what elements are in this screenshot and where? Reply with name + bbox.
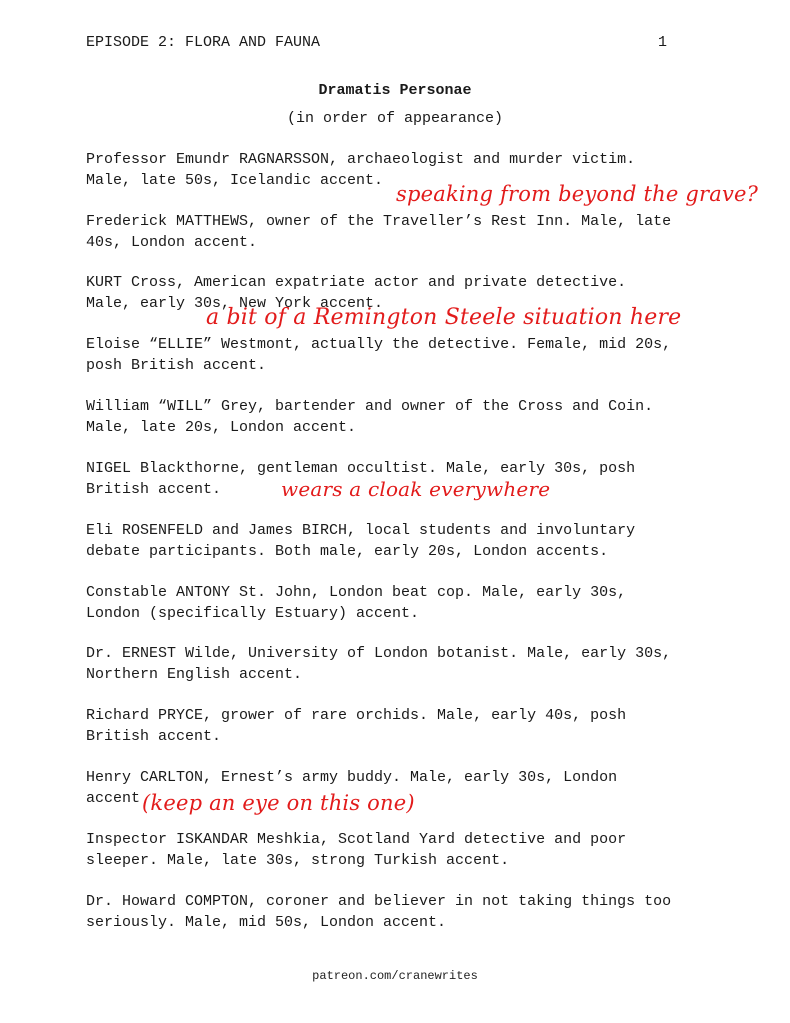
entry-line: Male, late 20s, London accent.	[86, 418, 357, 436]
entry-line: London (specifically Estuary) accent.	[86, 604, 420, 622]
entry-line: Eli ROSENFELD and James BIRCH, local students and involuntary	[86, 522, 636, 539]
entry-line: debate participants. Both male, early 20s, London accents.	[86, 542, 609, 560]
page-title: Dramatis Personae	[318, 82, 472, 99]
entry-line: seriously. Male, mid 50s, London accent.	[86, 913, 447, 931]
entry-line: posh British accent.	[86, 356, 267, 374]
episode-header: EPISODE 2: FLORA AND FAUNA	[86, 34, 321, 51]
character-entry-rosenfeld-birch	[86, 521, 726, 562]
footer-link-text: patreon.com/cranewrites	[312, 969, 478, 983]
entry-line: Richard PRYCE, grower of rare orchids. Male, early 40s, posh	[86, 707, 627, 724]
entry-line: William “WILL” Grey, bartender and owner of the Cross and Coin.	[86, 398, 654, 415]
entry-line: sleeper. Male, late 30s, strong Turkish accent.	[86, 851, 510, 869]
character-entry-iskandar	[86, 830, 726, 871]
character-entry-ellie	[86, 335, 726, 376]
entry-line: Male, late 50s, Icelandic accent.	[86, 171, 384, 189]
entry-line: Inspector ISKANDAR Meshkia, Scotland Yard detective and poor	[86, 831, 627, 848]
entry-line: accent	[86, 789, 141, 807]
entry-line: Henry CARLTON, Ernest’s army buddy. Male, early 30s, London	[86, 769, 618, 786]
entry-line: Eloise “ELLIE” Westmont, actually the detective. Female, mid 20s,	[86, 336, 672, 353]
handwritten-note-kurt: a bit of a Remington Steele situation here	[206, 305, 682, 330]
handwritten-note-carlton: (keep an eye on this one)	[142, 791, 415, 815]
handwritten-note-nigel: wears a cloak everywhere	[281, 477, 551, 501]
handwritten-note-ragnarsson: speaking from beyond the grave?	[396, 182, 759, 206]
character-entry-antony	[86, 583, 726, 624]
character-entry-compton	[86, 892, 726, 933]
entry-line: Male, early 30s, New York accent.	[86, 294, 384, 312]
entry-line: Frederick MATTHEWS, owner of the Traveller’s Rest Inn. Male, late	[86, 213, 672, 230]
page-number: 1	[658, 34, 668, 51]
page-subtitle: (in order of appearance)	[286, 110, 504, 127]
character-entry-pryce	[86, 706, 726, 747]
character-entry-ernest	[86, 644, 726, 685]
character-entry-will	[86, 397, 726, 438]
entry-line: Dr. Howard COMPTON, coroner and believer in not taking things too	[86, 893, 672, 910]
entry-line: Northern English accent.	[86, 665, 303, 683]
entry-line: Dr. ERNEST Wilde, University of London botanist. Male, early 30s,	[86, 645, 672, 662]
entry-line: British accent.	[86, 727, 222, 745]
entry-line: KURT Cross, American expatriate actor and private detective.	[86, 274, 627, 291]
entry-line: 40s, London accent.	[86, 233, 258, 251]
entry-line: NIGEL Blackthorne, gentleman occultist. Male, early 30s, posh	[86, 460, 636, 477]
entry-line: British accent.	[86, 480, 222, 498]
entry-line: Constable ANTONY St. John, London beat cop. Male, early 30s,	[86, 584, 627, 601]
character-entry-matthews	[86, 212, 726, 253]
entry-line: Professor Emundr RAGNARSSON, archaeologist and murder victim.	[86, 151, 636, 168]
